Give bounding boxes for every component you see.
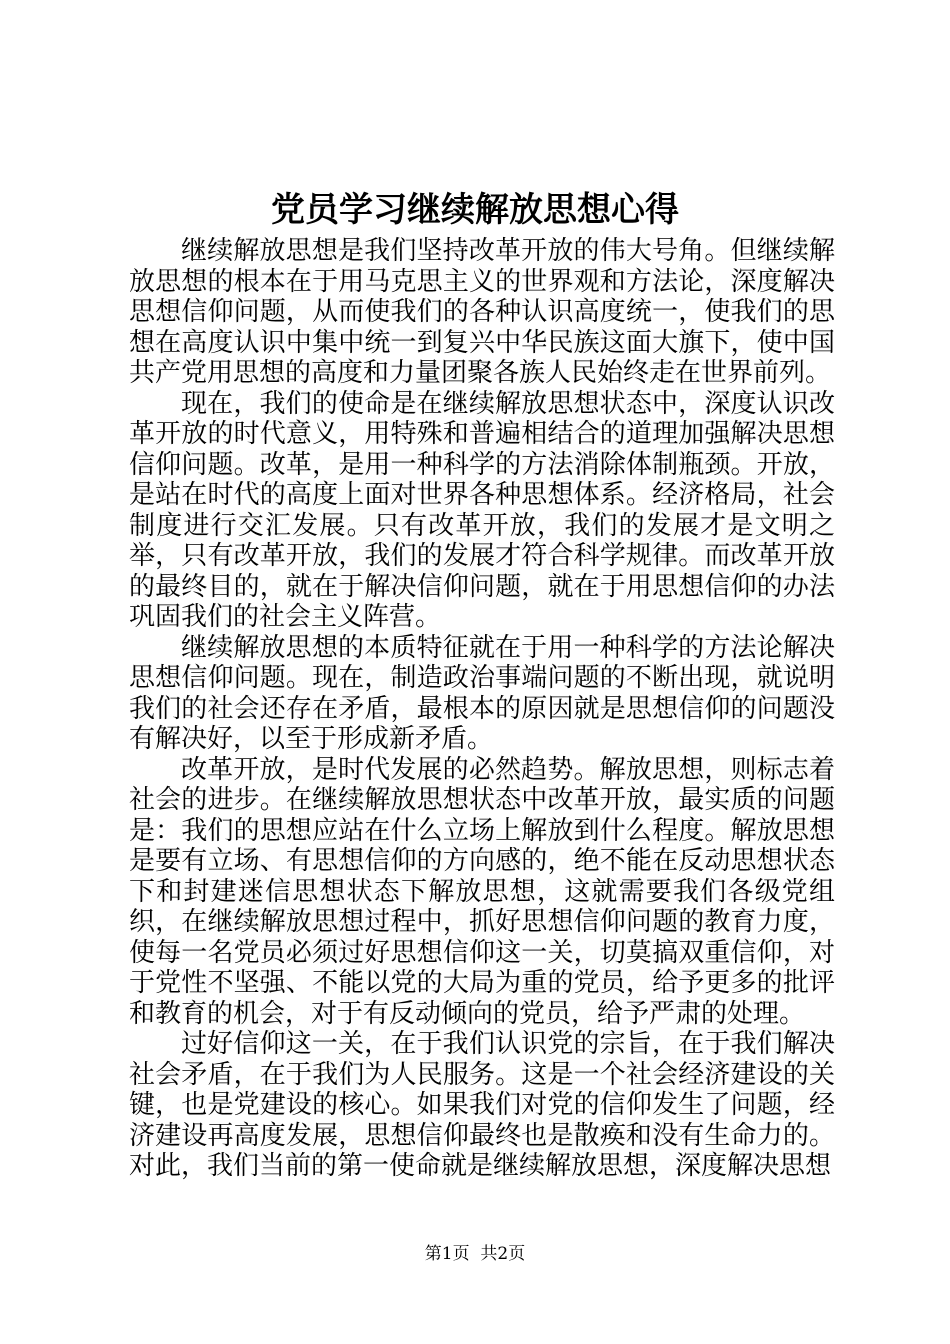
footer-separator <box>470 1244 481 1264</box>
paragraph-5: 过好信仰这一关，在于我们认识党的宗旨，在于我们解决社会矛盾，在于我们为人民服务。这是一个社会经济建设的关键，也是党建设的核心。如果我们对党的信仰发生了问题，经济建设再高度发展，思想信仰最终也是散痪和没有生命力的。对此，我们当前的第一使命就是继续解放思想，深度解决思想 <box>129 1029 835 1181</box>
paragraph-3: 继续解放思想的本质特征就在于用一种科学的方法论解决思想信仰问题。现在，制造政治事端问题的不断出现，就说明我们的社会还存在矛盾，最根本的原因就是思想信仰的问题没有解决好，以至于形成新矛盾。 <box>129 632 835 754</box>
page-total: 共2页 <box>480 1244 526 1264</box>
document-body <box>129 236 835 1182</box>
paragraph-4: 改革开放，是时代发展的必然趋势。解放思想，则标志着社会的进步。在继续解放思想状态中改革开放，最实质的问题是：我们的思想应站在什么立场上解放到什么程度。解放思想是要有立场、有思想信仰的方向感的，绝不能在反动思想状态下和封建迷信思想状态下解放思想，这就需要我们各级党组织，在继续解放思想过程中，抓好思想信仰问题的教育力度，使每一名党员必须过好思想信仰这一关，切莫搞双重信仰，对于党性不坚强、不能以党的大局为重的党员，给予更多的批评和教育的机会，对于有反动倾向的党员，给予严肃的处理。 <box>129 754 835 1029</box>
paragraph-2: 现在，我们的使命是在继续解放思想状态中，深度认识改革开放的时代意义，用特殊和普遍相结合的道理加强解决思想信仰问题。改革，是用一种科学的方法消除体制瓶颈。开放，是站在时代的高度上面对世界各种思想体系。经济格局，社会制度进行交汇发展。只有改革开放，我们的发展才是文明之举，只有改革开放，我们的发展才符合科学规律。而改革开放的最终目的，就在于解决信仰问题，就在于用思想信仰的办法巩固我们的社会主义阵营。 <box>129 388 835 632</box>
paragraph-1: 继续解放思想是我们坚持改革开放的伟大号角。但继续解放思想的根本在于用马克思主义的世界观和方法论，深度解决思想信仰问题，从而使我们的各种认识高度统一，使我们的思想在高度认识中集中统一到复兴中华民族这面大旗下，使中国共产党用思想的高度和力量团聚各族人民始终走在世界前列。 <box>129 236 835 388</box>
page-number: 第1页 <box>424 1244 470 1264</box>
page-footer <box>0 1242 950 1266</box>
document-title: 党员学习继续解放思想心得 <box>271 190 679 230</box>
